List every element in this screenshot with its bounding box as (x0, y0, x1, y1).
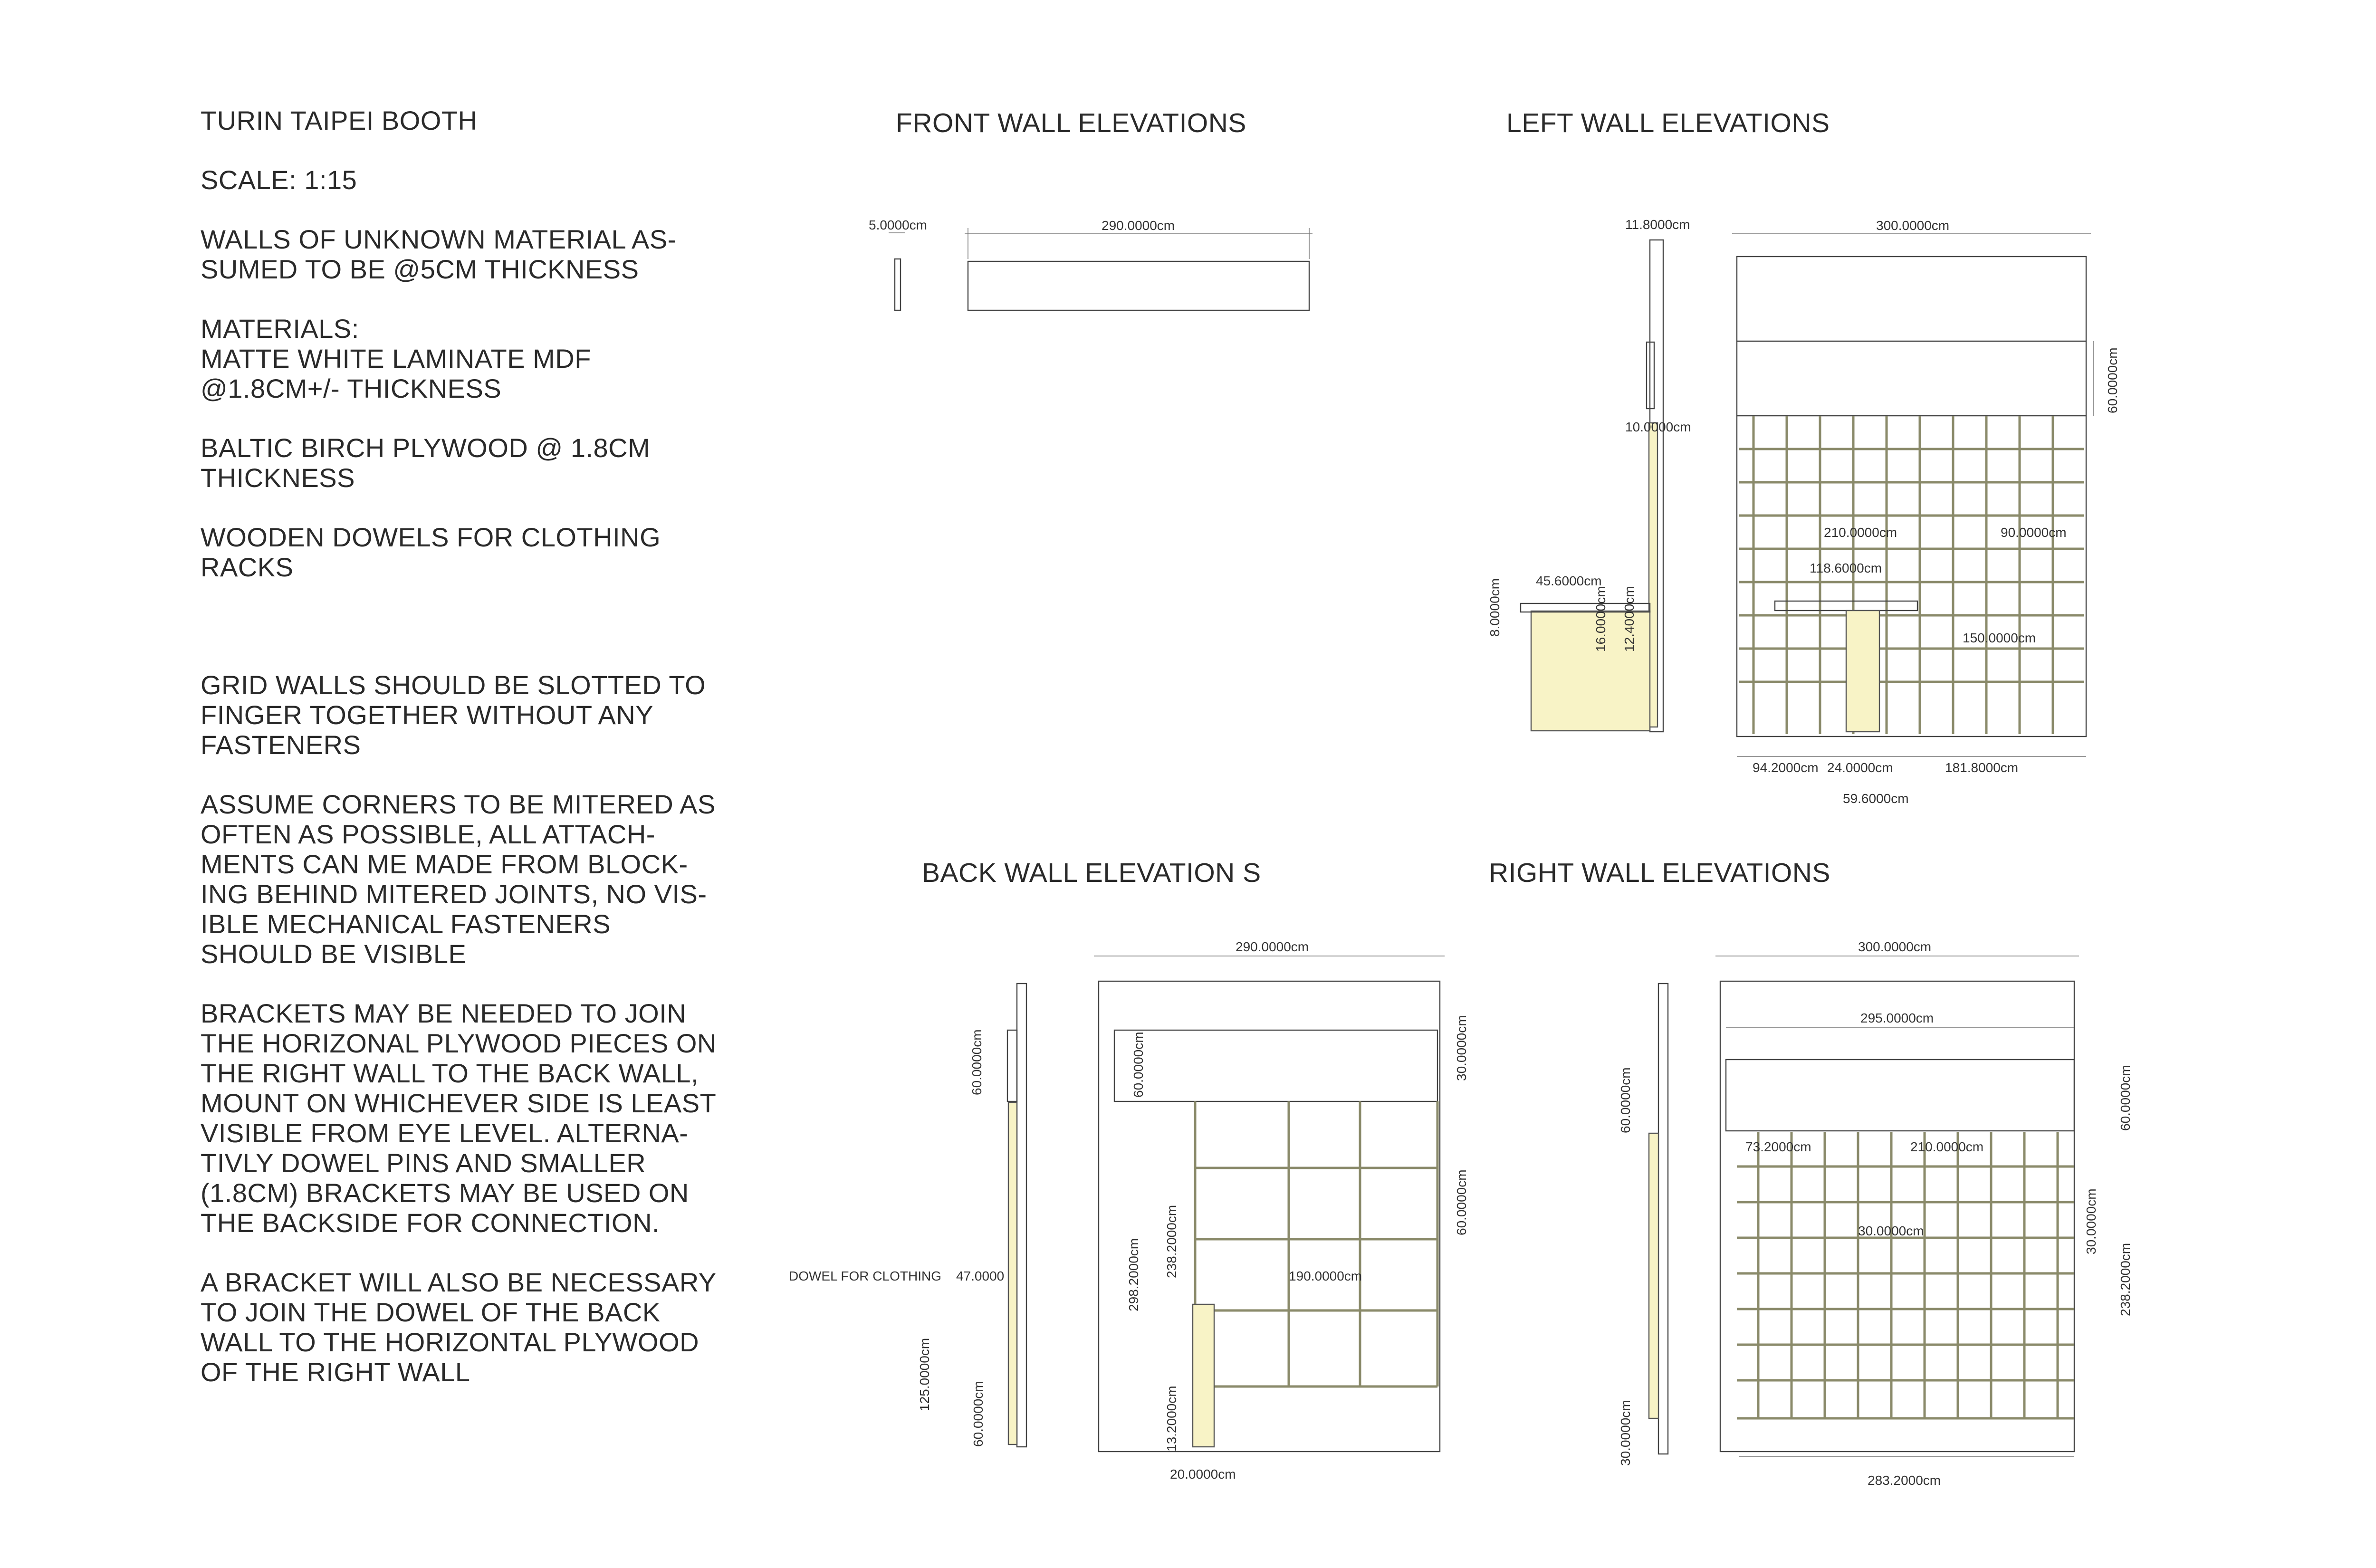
back-wall-elevation (789, 939, 1469, 1482)
note-scale: SCALE: 1:15 (201, 165, 357, 195)
left-counter-leg (1846, 611, 1879, 732)
right-left-span-dim: 73.2000cm (1745, 1139, 1811, 1154)
right-bottom-width-dim: 283.2000cm (1868, 1473, 1941, 1488)
note-materials: MATERIALS: MATTE WHITE LAMINATE MDF @1.8CM+/- THICKNESS (201, 314, 591, 403)
right-width-dim: 300.0000cm (1858, 939, 1932, 954)
back-width-dim: 290.0000cm (1236, 939, 1309, 954)
right-section-wall (1658, 984, 1668, 1454)
back-header-drop-dim: 30.0000cm (1454, 1015, 1469, 1081)
back-base-side-dim: 60.0000cm (971, 1381, 986, 1447)
front-wall-section (895, 259, 901, 310)
note-plywood: BALTIC BIRCH PLYWOOD @ 1.8CM THICKNESS (201, 433, 651, 493)
right-header-panel (1726, 1060, 2074, 1131)
left-bottom-c-dim: 181.8000cm (1945, 760, 2019, 775)
right-wall-heading: RIGHT WALL ELEVATIONS (1489, 858, 1830, 888)
front-width-dim: 290.0000cm (1102, 218, 1175, 233)
left-span-a-dim: 210.0000cm (1824, 525, 1897, 540)
left-wall-elevation (1487, 217, 2120, 806)
back-header-panel (1114, 1030, 1437, 1101)
back-full-height-dim: 298.2000cm (1126, 1238, 1141, 1311)
left-grid (1739, 416, 2084, 734)
left-bottom-d-dim: 59.6000cm (1843, 791, 1909, 806)
note-title: TURIN TAIPEI BOOTH (201, 105, 478, 135)
left-offset-dim: 10.0000cm (1625, 420, 1691, 434)
back-ladder-width-dim: 20.0000cm (1170, 1467, 1236, 1482)
note-walls: WALLS OF UNKNOWN MATERIAL AS- SUMED TO BE @5CM THICKNESS (201, 224, 677, 284)
front-wall-heading: FRONT WALL ELEVATIONS (896, 108, 1246, 138)
left-elevation-outline (1737, 257, 2086, 736)
back-dowel-offset-dim: 47.0000 (956, 1269, 1005, 1283)
right-header-right-dim: 60.0000cm (2118, 1065, 2133, 1131)
left-shelf-a-dim: 16.0000cm (1593, 586, 1608, 652)
left-wall-heading: LEFT WALL ELEVATIONS (1506, 108, 1830, 138)
front-thickness-dim: 5.0000cm (869, 218, 927, 232)
front-wall-face (968, 261, 1309, 310)
back-section-grid-plywood (1008, 1102, 1017, 1444)
left-shelf-b-dim: 12.4000cm (1622, 586, 1637, 652)
left-bottom-a-dim: 94.2000cm (1753, 760, 1819, 775)
right-base-side-dim: 30.0000cm (1618, 1400, 1633, 1466)
back-grid-span-dim: 190.0000cm (1289, 1269, 1362, 1283)
right-grid (1737, 1132, 2074, 1418)
left-counter-width-dim: 118.6000cm (1810, 561, 1882, 575)
note-dowel-bracket: A BRACKET WILL ALSO BE NECESSARY TO JOIN THE DOWEL OF THE BACK WALL TO THE HORIZONTAL PLYWOOD OF THE RIGHT WALL (201, 1267, 717, 1387)
back-section-header (1007, 1030, 1017, 1101)
left-top-thickness-dim: 11.8000cm (1625, 217, 1690, 232)
back-header-side-dim: 60.0000cm (969, 1029, 984, 1095)
left-counter-depth-dim: 45.6000cm (1536, 574, 1602, 588)
left-bottom-b-dim: 24.0000cm (1827, 760, 1893, 775)
right-section-grid-plywood (1649, 1133, 1658, 1418)
right-wall-elevation (1618, 939, 2133, 1488)
left-counter-top (1775, 601, 1917, 611)
back-section-wall (1017, 984, 1026, 1447)
note-dowels: WOODEN DOWELS FOR CLOTHING RACKS (201, 522, 661, 582)
left-width-dim: 300.0000cm (1876, 218, 1950, 233)
note-corners: ASSUME CORNERS TO BE MITERED AS OFTEN AS POSSIBLE, ALL ATTACH- MENTS CAN ME MADE FROM BLOCK- ING BEHIND MITERED JOINTS, NO VIS- IBLE MECHANICAL FASTENERS SHOULD BE VISIBLE (201, 789, 716, 969)
left-counter-lip-dim: 8.0000cm (1487, 578, 1502, 637)
back-dowel-label: DOWEL FOR CLOTHING (789, 1269, 941, 1283)
right-cell-side-dim: 30.0000cm (2084, 1188, 2098, 1254)
left-span-c-dim: 150.0000cm (1963, 631, 2036, 645)
back-ladder (1193, 1304, 1214, 1447)
left-span-b-dim: 90.0000cm (2001, 525, 2067, 540)
left-header-height-dim: 60.0000cm (2105, 347, 2120, 413)
right-grid-height-dim: 238.2000cm (2118, 1243, 2133, 1316)
back-header-inner-dim: 60.0000cm (1131, 1032, 1146, 1098)
note-brackets: BRACKETS MAY BE NEEDED TO JOIN THE HORIZONAL PLYWOOD PIECES ON THE RIGHT WALL TO THE BACK WALL, MOUNT ON WHICHEVER SIDE IS LEAST VISIBLE FROM EYE LEVEL. ALTERNA- TIVLY DOWEL PINS AND SMALLER (1.8CM) BRACKETS MAY BE USED ON THE BACKSIDE FOR CONNECTION. (201, 998, 717, 1238)
back-elevation-outline (1099, 981, 1440, 1452)
back-step-dim: 13.2000cm (1164, 1386, 1179, 1452)
back-grid (1195, 1101, 1437, 1386)
back-grid-height-dim: 238.2000cm (1164, 1205, 1179, 1278)
front-wall-elevation (869, 218, 1313, 310)
back-wall-heading: BACK WALL ELEVATION S (922, 858, 1261, 888)
back-cell-height-dim: 60.0000cm (1454, 1169, 1469, 1235)
right-grid-span-dim: 210.0000cm (1910, 1139, 1984, 1154)
note-grid-walls: GRID WALLS SHOULD BE SLOTTED TO FINGER TOGETHER WITHOUT ANY FASTENERS (201, 670, 706, 760)
right-cell-dim: 30.0000cm (1858, 1224, 1924, 1238)
right-inner-width-dim: 295.0000cm (1860, 1011, 1934, 1025)
back-dowel-height-dim: 125.0000cm (917, 1338, 932, 1411)
right-header-side-dim: 60.0000cm (1618, 1067, 1633, 1133)
